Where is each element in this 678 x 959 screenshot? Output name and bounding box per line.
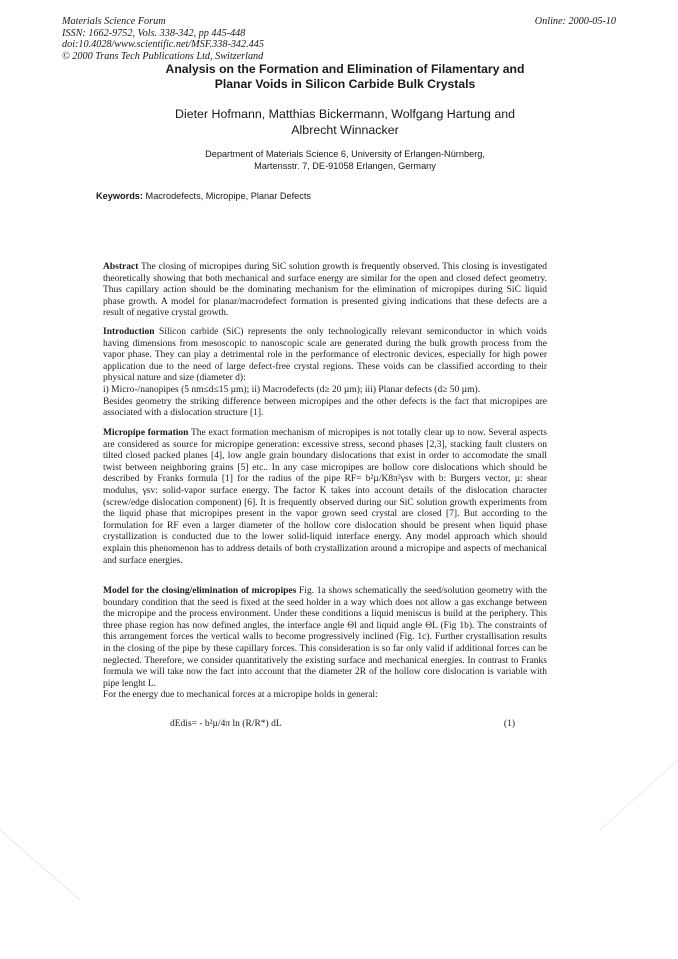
authors-line-1: Dieter Hofmann, Matthias Bickermann, Wolfgang Hartung and [175, 107, 515, 121]
doi-line: doi:10.4028/www.scientific.net/MSF.338-342.445 [62, 39, 264, 51]
introduction-heading: Introduction [103, 327, 155, 337]
keywords-label: Keywords: [96, 191, 143, 201]
title-line-2: Planar Voids in Silicon Carbide Bulk Crystals [214, 77, 476, 91]
micropipe-formation-text: The exact formation mechanism of micropipes is not totally clear up to now. Several aspects are considered as source for micropipe generation: excessive stress, second phases [2,3], stacking fault clusters on tilted closed packed planes [4], low angle grain boundary dislocations that exist in order to accomodate the small twist between neighboring grains [5] etc.. In any case micropipes are hollow core dislocations which should be described by Franks formula [1] for the radius of the pipe RF= b²µ/K8π²γsv with b: Burgers vector, µ: shear modulus, γsv: solid-vapor surface energy. The factor K takes into account details of the dislocation character (screw/edge dislocation component) [6]. It is frequently observed during our SiC solution growth experiments from the liquid phase that micropipes present in the vapor grown seed crystal are closed [7]. But according to the formulation for RF even a larger diameter of the hollow core dislocation should be present when liquid phase crystallization is conducted due to the lower solid-liquid interface energy. Any model approach which should explain this phenomenon has to address details of both crystallization around a micropipe and aspects of mechanical and surface energies. [103, 428, 547, 566]
equation-1 [170, 719, 515, 729]
model-text: Fig. 1a shows schematically the seed/solution geometry with the boundary condition that the seed is fixed at the seed holder in a way which does not allow a gas exchange between the micropipe and the process environment. Under these conditions a liquid meniscus is build at the periphery. This three phase region has now defined angles, the interface angle Θl and liquid angle ΘL (Fig 1b). The constraints of this arrangement forces the vertical walls to become progressively inclined (Fig. 1c). Further crystallisation results in the closing of the pipe by these capillary forces. This consideration is so far only valid if additional forces can be neglected. Therefore, we consider quantitatively the existing surface and mechanical energies. In contrast to Franks formula we will take now the fact into account that the diameter 2R of the hollow core dislocation is variable with pipe lenght L. [103, 586, 547, 689]
model-heading: Model for the closing/elimination of micropipes [103, 586, 297, 596]
introduction-section [103, 327, 547, 420]
abstract-section [103, 262, 547, 320]
keywords-text: Macrodefects, Micropipe, Planar Defects [145, 191, 311, 201]
issn-line: ISSN: 1662-9752, Vols. 338-342, pp 445-448 [62, 27, 246, 39]
copyright-line: © 2000 Trans Tech Publications Ltd, Switzerland [62, 50, 264, 62]
header-meta [62, 16, 264, 62]
model-section [103, 586, 547, 702]
abstract-text: The closing of micropipes during SiC solution growth is frequently observed. This closing is investigated theoretically showing that both mechanical and surface energy are similar for the open and closed defect geometry. Thus capillary action should be the dominating mechanism for the elimination of micropipes during SiC liquid phase growth. A model for planar/macrodefect formation is presented giving indications that these defects are a result of negative crystal growth. [103, 262, 547, 319]
micropipe-formation-section [103, 428, 547, 567]
micropipe-formation-heading: Micropipe formation [103, 428, 189, 438]
equation-text: dEdis= - b²µ/4π ln (R/R*) dL [170, 719, 282, 729]
abstract-heading: Abstract [103, 262, 139, 272]
affiliation-line-1: Department of Materials Science 6, University of Erlangen-Nürnberg, [205, 149, 485, 159]
journal-name: Materials Science Forum [62, 16, 166, 27]
keywords [96, 191, 311, 201]
author-list [90, 106, 600, 138]
equation-number: (1) [503, 719, 515, 729]
affiliation [90, 149, 600, 172]
affiliation-line-2: Martensstr. 7, DE-91058 Erlangen, Germany [254, 160, 436, 171]
title-line-1: Analysis on the Formation and Elimination of Filamentary and [165, 62, 525, 76]
authors-line-2: Albrecht Winnacker [291, 123, 399, 137]
paper-title [90, 62, 600, 92]
defect-classes: i) Micro-/nanopipes (5 nm≤d≤15 µm); ii) Macrodefects (d≥ 20 µm); iii) Planar defects (d≥ 50 µm). [103, 384, 481, 395]
introduction-text: Silicon carbide (SiC) represents the only technologically relevant semiconductor in which voids having dimensions from mesoscopic to nanoscopic scale are generated during the bulk growth process from the vapor phase. They can play a detrimental role in the performance of electronic devices, especially for high power application due to the need of large defect-free crystal regions. These voids can be classified according to their physical nature and size (diameter d): [103, 327, 547, 384]
introduction-closing: Besides geometry the striking difference between micropipes and the other defects is the fact that micropipes are associated with a dislocation structure [1]. [103, 396, 547, 419]
model-lead: For the energy due to mechanical forces at a micropipe holds in general: [103, 690, 378, 701]
online-date: Online: 2000-05-10 [534, 16, 616, 27]
